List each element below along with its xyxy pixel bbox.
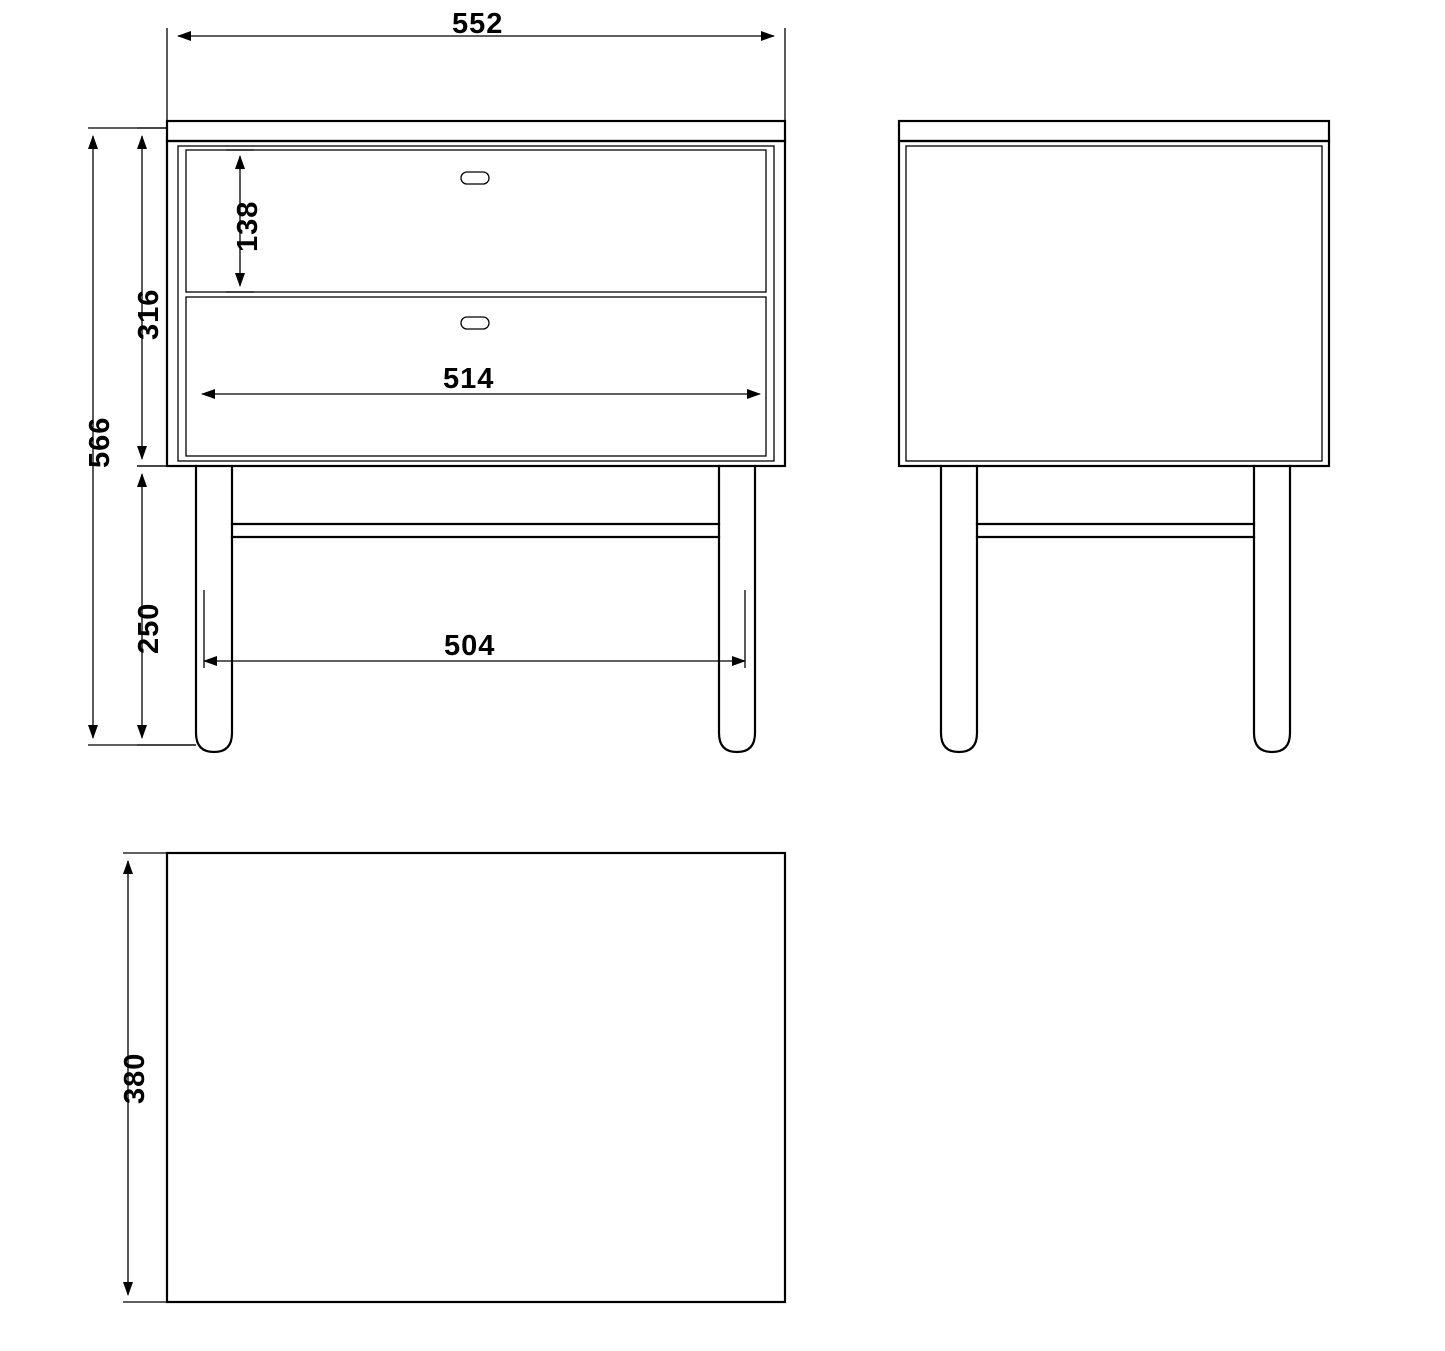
dimension-label-leg-span-width: 504 bbox=[444, 630, 496, 662]
dimension-label-drawer-front-height: 138 bbox=[232, 200, 264, 252]
dimension-label-depth: 380 bbox=[119, 1052, 151, 1104]
dimension-label-total-height: 566 bbox=[84, 416, 116, 468]
dimension-label-leg-height: 250 bbox=[133, 602, 165, 654]
top-plan-geometry bbox=[167, 853, 785, 1302]
dimension-label-overall-width: 552 bbox=[452, 8, 504, 40]
dimension-label-drawer-inner-width: 514 bbox=[443, 363, 495, 395]
side-elevation-geometry bbox=[899, 121, 1329, 752]
dimension-label-carcass-height: 316 bbox=[133, 288, 165, 340]
dimension-lines bbox=[88, 28, 785, 1302]
